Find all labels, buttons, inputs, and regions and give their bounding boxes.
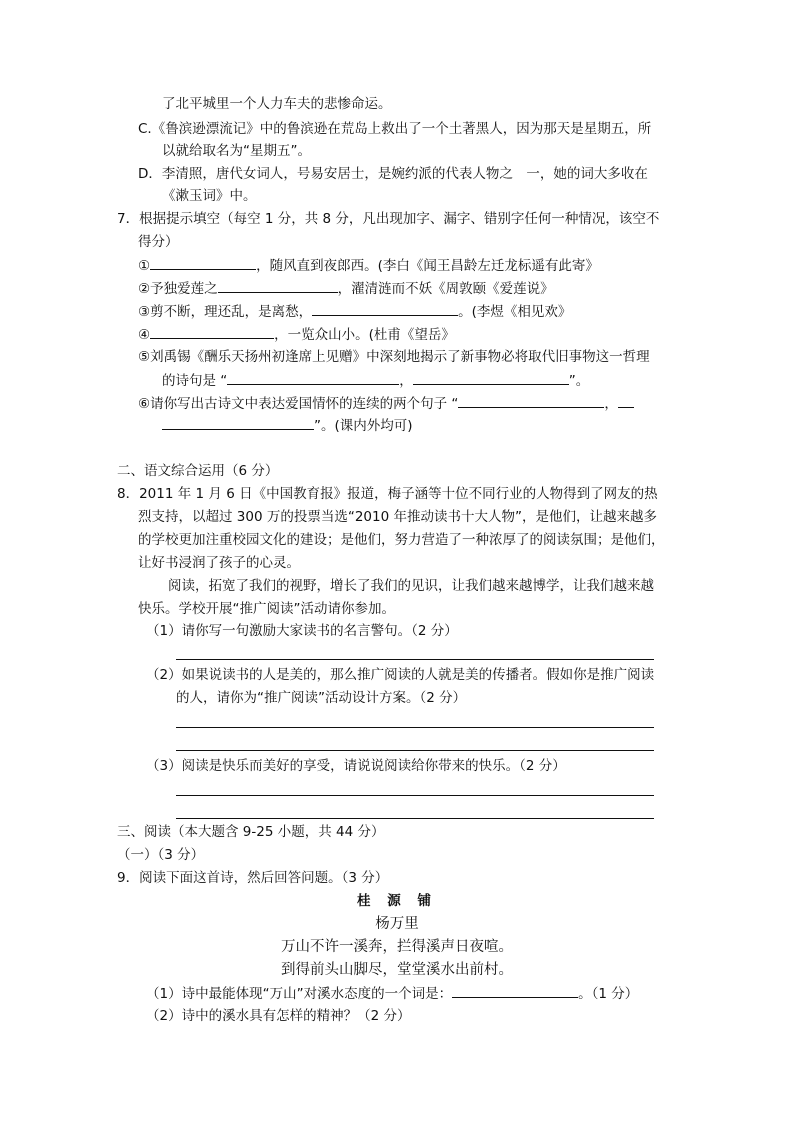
q7-item1 <box>138 254 599 277</box>
q7-item4-num: ④ <box>138 327 151 343</box>
q7-stem-line2: 得分） <box>138 234 179 250</box>
q7-item5-blank2[interactable] <box>413 369 569 385</box>
q8-sub3-answer-line1[interactable] <box>176 795 654 796</box>
q7-stem-line1: 7．根据提示填空（每空 1 分，共 8 分，凡出现加字、漏字、错别字任何一种情况，该空不 <box>117 211 660 227</box>
q7-item2-after: ，濯清涟而不妖《周敦颐《爱莲说》 <box>337 281 554 297</box>
q8-sub2-answer-line2[interactable] <box>176 750 654 751</box>
q7-item5-end: ”。 <box>568 373 590 389</box>
q8-para-line6: 快乐。学校开展“推广阅读”活动请你参加。 <box>138 601 395 617</box>
q7-item6-line1 <box>138 392 634 415</box>
q8-para-line2: 烈支持，以超过 300 万的投票当选“2010 年推动读书十大人物”，是他们，让越来越多 <box>138 509 657 525</box>
q8-sub2-line2: 的人，请你为“推广阅读”活动设计方案。（2 分） <box>176 690 467 706</box>
q7-item1-num: ① <box>138 258 151 274</box>
option-c-line2: 以就给取名为“星期五”。 <box>162 143 311 159</box>
q8-sub2-answer-line1[interactable] <box>176 727 654 728</box>
q7-item5-mid: ， <box>399 373 413 389</box>
q8-para-line5: 阅读，拓宽了我们的视野，增长了我们的见识，让我们越来越博学，让我们越来越 <box>168 578 654 594</box>
q8-para-line1: 8．2011 年 1 月 6 日《中国教育报》报道，梅子涵等十位不同行业的人物得到了网友的热 <box>117 486 658 502</box>
q9-sub1 <box>146 982 638 1005</box>
q8-sub1-answer-line[interactable] <box>176 659 654 660</box>
q7-item3-text: ③剪不断，理还乱，是离愁， <box>138 304 313 320</box>
q7-item1-blank[interactable] <box>150 254 256 270</box>
q7-item5-line2 <box>162 369 589 392</box>
q8-sub1: （1）请你写一句激励大家读书的名言警句。（2 分） <box>146 623 458 639</box>
q7-item2-text: ②予独爱莲之 <box>138 281 218 297</box>
q9-sub2: （2）诗中的溪水具有怎样的精神？（2 分） <box>146 1008 411 1024</box>
q7-item6-line2 <box>162 414 413 437</box>
q7-item6-blank2-start[interactable] <box>618 392 634 408</box>
q8-para-line3: 的学校更加注重校园文化的建设；是他们，努力营造了一种浓厚了的阅读氛围；是他们， <box>138 532 665 548</box>
q9-stem: 9．阅读下面这首诗，然后回答问题。（3 分） <box>117 870 389 886</box>
option-c-line1: C.《鲁滨逊漂流记》中的鲁滨逊在荒岛上救出了一个土著黑人，因为那天是星期五，所 <box>138 121 652 137</box>
q7-item3-after: 。(李煜《相见欢》 <box>458 304 572 320</box>
q7-item4 <box>138 323 455 346</box>
q7-item6-blank1[interactable] <box>458 392 604 408</box>
option-d-line1: D．李清照，唐代女词人，号易安居士，是婉约派的代表人物之 一，她的词大多收在 <box>138 166 648 182</box>
q7-item5-blank1[interactable] <box>227 369 399 385</box>
q7-item6-blank2[interactable] <box>162 414 314 430</box>
q7-item3-blank[interactable] <box>312 300 458 316</box>
q7-item1-text: ，随风直到夜郎西。(李白《闻王昌龄左迁龙标遥有此寄》 <box>256 258 599 274</box>
q7-item6-end: ”。(课内外均可) <box>314 418 413 434</box>
q8-sub3: （3）阅读是快乐而美好的享受，请说说阅读给你带来的快乐。（2 分） <box>146 758 566 774</box>
q7-item4-after: ，一览众山小。(杜甫《望岳》 <box>274 327 455 343</box>
q7-item2-blank[interactable] <box>218 277 338 293</box>
q7-item3 <box>138 300 571 323</box>
poem-line2: 到得前头山脚尽，堂堂溪水出前村。 <box>281 962 513 978</box>
q9-sub1-blank[interactable] <box>452 982 578 998</box>
poem-title: 桂 源 铺 <box>357 893 437 909</box>
option-b-continuation: 了北平城里一个人力车夫的悲惨命运。 <box>162 96 392 112</box>
q7-item6-text: ⑥请你写出古诗文中表达爱国情怀的连续的两个句子 “ <box>138 396 459 412</box>
q8-sub2-line1: （2）如果说读书的人是美的，那么推广阅读的人就是美的传播者。假如你是推广阅读 <box>146 667 655 683</box>
section2-heading: 二、语文综合运用（6 分） <box>117 463 279 479</box>
q7-item6-mid: ， <box>604 396 618 412</box>
q9-sub1-post: 。（1 分） <box>578 986 639 1002</box>
section3-heading: 三、阅读（本大题含 9-25 小题，共 44 分） <box>117 824 385 840</box>
q9-sub1-pre: （1）诗中最能体现“万山”对溪水态度的一个词是： <box>146 986 453 1002</box>
q8-sub3-answer-line2[interactable] <box>176 818 654 819</box>
option-d-line2: 《漱玉词》中。 <box>162 188 257 204</box>
q8-para-line4: 让好书浸润了孩子的心灵。 <box>138 555 300 571</box>
q7-item5-line1: ⑤刘禹锡《酬乐天扬州初逢席上见赠》中深刻地揭示了新事物必将取代旧事物这一哲理 <box>138 349 650 365</box>
poem-line1: 万山不许一溪奔，拦得溪声日夜喧。 <box>281 939 513 955</box>
q7-item5-pre: 的诗句是 “ <box>162 373 228 389</box>
section3-part1: （一）（3 分） <box>117 847 205 863</box>
poem-author: 杨万里 <box>375 916 419 932</box>
q7-item4-blank[interactable] <box>150 323 274 339</box>
q7-item2 <box>138 277 554 300</box>
